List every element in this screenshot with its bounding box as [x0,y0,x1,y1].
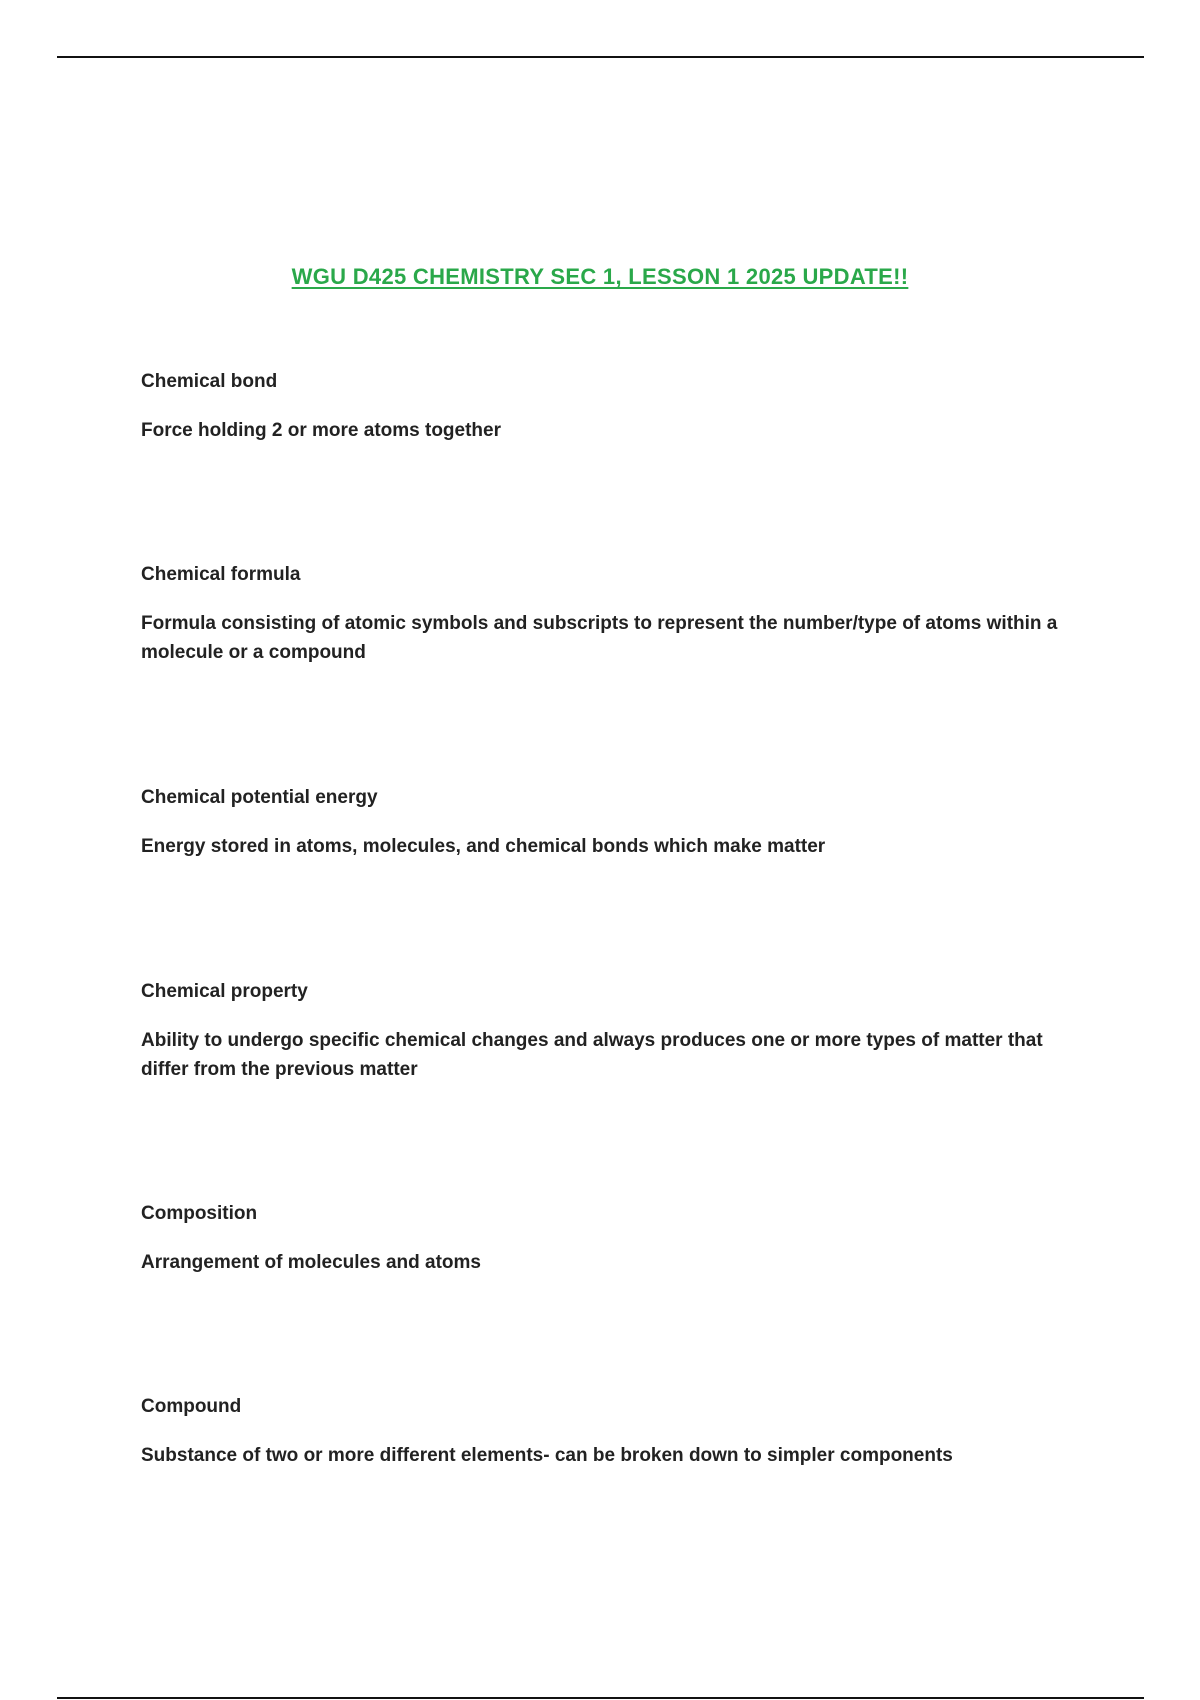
entry-definition: Arrangement of molecules and atoms [141,1252,481,1273]
entry-term: Composition [141,1203,258,1224]
entry-definition: Force holding 2 or more atoms together [141,420,501,441]
top-divider [57,56,1144,58]
glossary-entry [141,786,1081,861]
glossary-entry [141,1202,1081,1277]
bottom-divider [57,1697,1144,1699]
entry-term: Chemical formula [141,564,301,585]
entry-definition: Ability to undergo specific chemical changes and always produces one or more types of matter that differ from the previous matter [141,1030,1043,1080]
entry-term: Chemical bond [141,371,278,392]
entry-definition: Formula consisting of atomic symbols and subscripts to represent the number/type of atoms within a molecule or a compound [141,613,1058,663]
glossary-entry [141,563,1081,667]
glossary-entry [141,370,1081,445]
glossary-entry [141,1395,1081,1470]
glossary-entry [141,980,1081,1084]
entry-term: Compound [141,1396,242,1417]
entry-definition: Energy stored in atoms, molecules, and chemical bonds which make matter [141,836,826,857]
entry-term: Chemical property [141,981,308,1002]
document-title: WGU D425 CHEMISTRY SEC 1, LESSON 1 2025 UPDATE!! [291,264,909,289]
entry-term: Chemical potential energy [141,787,378,808]
entry-definition: Substance of two or more different elements- can be broken down to simpler components [141,1445,953,1466]
